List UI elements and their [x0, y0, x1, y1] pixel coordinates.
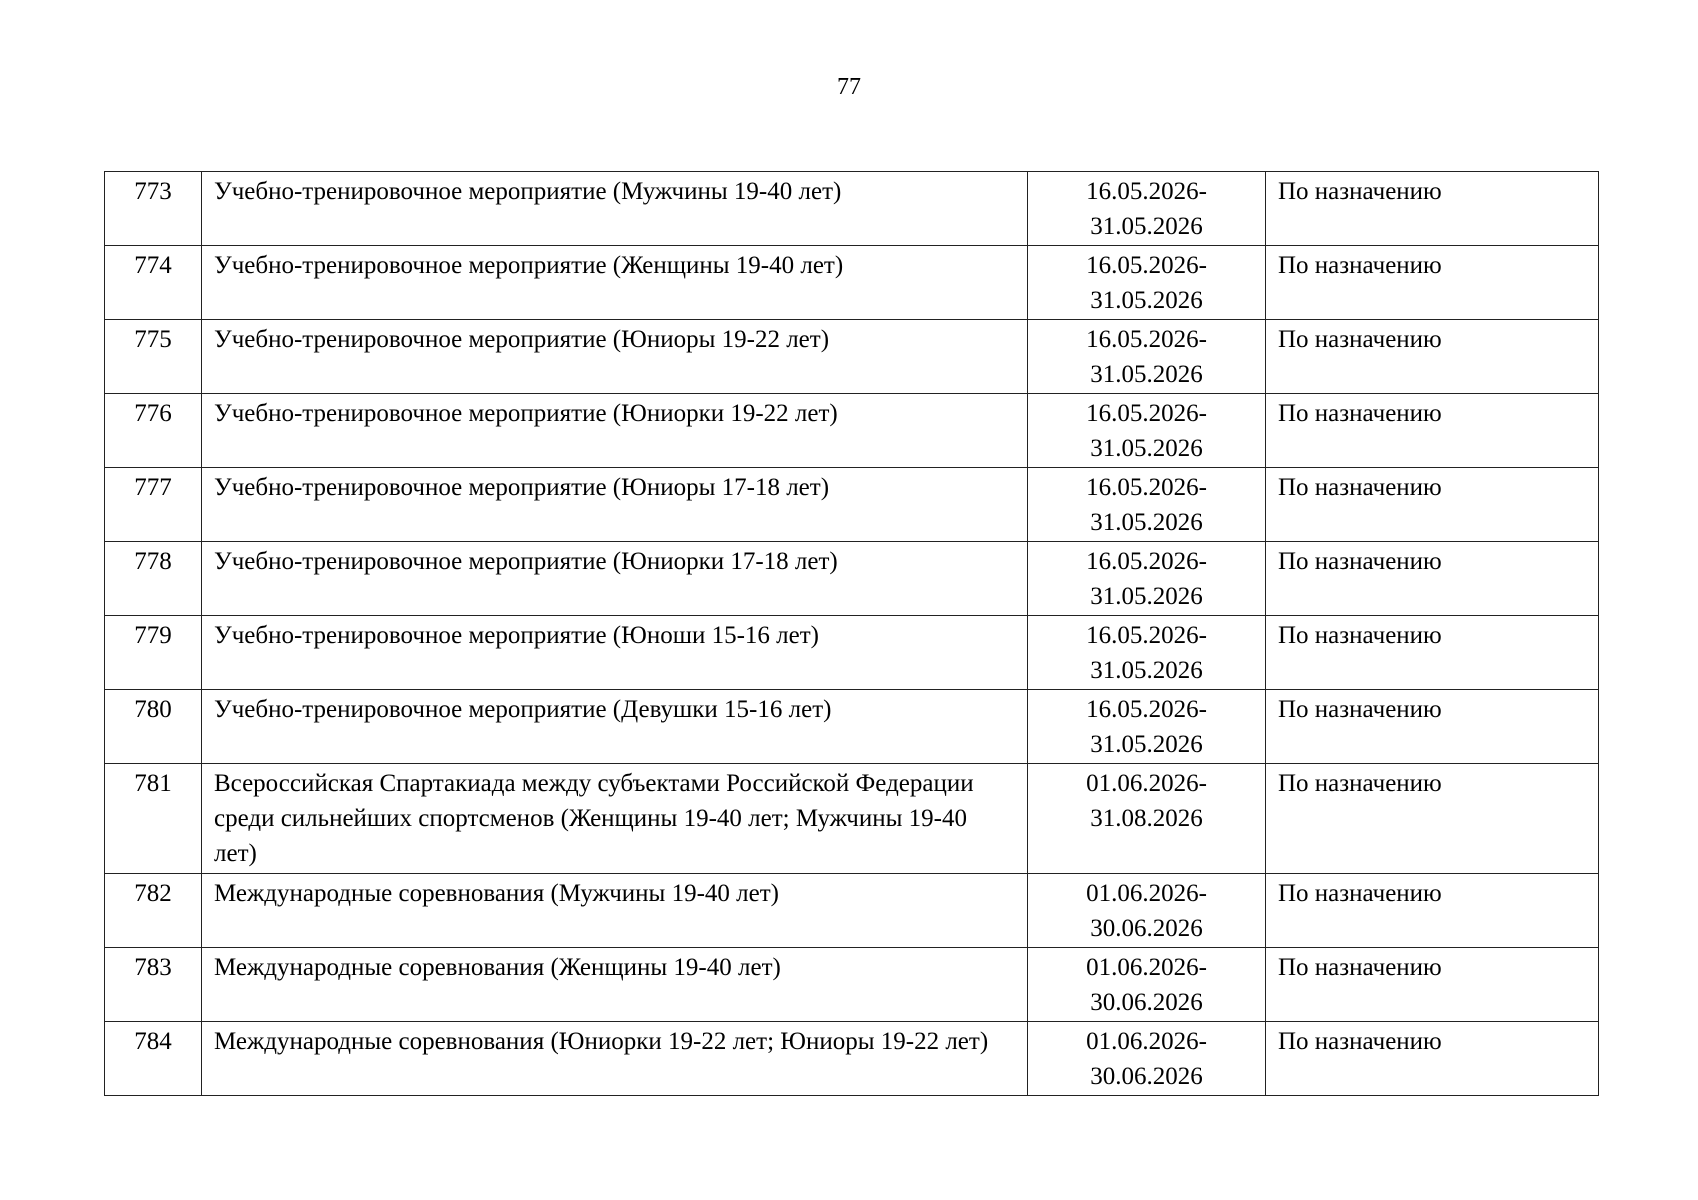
event-note: По назначению	[1266, 948, 1599, 1022]
row-number: 784	[105, 1022, 202, 1096]
row-number: 783	[105, 948, 202, 1022]
date-end: 31.05.2026	[1090, 361, 1203, 388]
row-number: 782	[105, 874, 202, 948]
table-row	[105, 948, 1599, 1022]
event-dates	[1028, 468, 1266, 542]
date-end: 31.05.2026	[1090, 435, 1203, 462]
row-number: 773	[105, 172, 202, 246]
event-name: Международные соревнования (Юниорки 19-22 лет; Юниоры 19-22 лет)	[202, 1022, 1028, 1096]
row-number: 777	[105, 468, 202, 542]
table-row	[105, 320, 1599, 394]
event-note: По назначению	[1266, 764, 1599, 874]
row-number: 774	[105, 246, 202, 320]
table-row	[105, 874, 1599, 948]
date-end: 31.05.2026	[1090, 731, 1203, 758]
event-dates	[1028, 874, 1266, 948]
date-start: 01.06.2026-	[1086, 770, 1207, 797]
event-name: Международные соревнования (Мужчины 19-40 лет)	[202, 874, 1028, 948]
event-name: Учебно-тренировочное мероприятие (Мужчины 19-40 лет)	[202, 172, 1028, 246]
event-note: По назначению	[1266, 320, 1599, 394]
table-row	[105, 616, 1599, 690]
event-note: По назначению	[1266, 246, 1599, 320]
event-note: По назначению	[1266, 468, 1599, 542]
date-end: 31.08.2026	[1090, 805, 1203, 832]
date-start: 16.05.2026-	[1086, 400, 1207, 427]
date-end: 31.05.2026	[1090, 213, 1203, 240]
event-name: Учебно-тренировочное мероприятие (Юниорки 19-22 лет)	[202, 394, 1028, 468]
event-name: Всероссийская Спартакиада между субъектами Российской Федерации среди сильнейших спортсменов (Женщины 19-40 лет; Мужчины 19-40 лет)	[202, 764, 1028, 874]
event-dates	[1028, 320, 1266, 394]
date-end: 31.05.2026	[1090, 657, 1203, 684]
date-start: 16.05.2026-	[1086, 696, 1207, 723]
event-note: По назначению	[1266, 394, 1599, 468]
event-dates	[1028, 764, 1266, 874]
event-note: По назначению	[1266, 874, 1599, 948]
date-start: 16.05.2026-	[1086, 548, 1207, 575]
page-number: 77	[837, 74, 861, 100]
date-start: 01.06.2026-	[1086, 880, 1207, 907]
event-note: По назначению	[1266, 1022, 1599, 1096]
row-number: 781	[105, 764, 202, 874]
event-dates	[1028, 172, 1266, 246]
date-end: 30.06.2026	[1090, 989, 1203, 1016]
date-end: 31.05.2026	[1090, 583, 1203, 610]
event-name: Международные соревнования (Женщины 19-40 лет)	[202, 948, 1028, 1022]
event-dates	[1028, 394, 1266, 468]
date-start: 16.05.2026-	[1086, 178, 1207, 205]
event-note: По назначению	[1266, 542, 1599, 616]
event-dates	[1028, 690, 1266, 764]
table-row	[105, 764, 1599, 874]
row-number: 780	[105, 690, 202, 764]
date-end: 30.06.2026	[1090, 915, 1203, 942]
event-name: Учебно-тренировочное мероприятие (Юниоры 19-22 лет)	[202, 320, 1028, 394]
event-dates	[1028, 616, 1266, 690]
event-note: По назначению	[1266, 172, 1599, 246]
date-end: 31.05.2026	[1090, 287, 1203, 314]
date-start: 16.05.2026-	[1086, 622, 1207, 649]
table-row	[105, 394, 1599, 468]
date-end: 31.05.2026	[1090, 509, 1203, 536]
table-row	[105, 542, 1599, 616]
event-dates	[1028, 1022, 1266, 1096]
date-start: 16.05.2026-	[1086, 326, 1207, 353]
date-start: 16.05.2026-	[1086, 252, 1207, 279]
table-row	[105, 468, 1599, 542]
table-row	[105, 690, 1599, 764]
events-table	[104, 171, 1599, 1096]
date-start: 16.05.2026-	[1086, 474, 1207, 501]
date-start: 01.06.2026-	[1086, 954, 1207, 981]
event-name: Учебно-тренировочное мероприятие (Женщины 19-40 лет)	[202, 246, 1028, 320]
row-number: 779	[105, 616, 202, 690]
event-name: Учебно-тренировочное мероприятие (Юниоры 17-18 лет)	[202, 468, 1028, 542]
event-dates	[1028, 542, 1266, 616]
table-row	[105, 172, 1599, 246]
table-row	[105, 1022, 1599, 1096]
event-dates	[1028, 948, 1266, 1022]
event-name: Учебно-тренировочное мероприятие (Юноши 15-16 лет)	[202, 616, 1028, 690]
event-note: По назначению	[1266, 616, 1599, 690]
event-name: Учебно-тренировочное мероприятие (Девушки 15-16 лет)	[202, 690, 1028, 764]
event-dates	[1028, 246, 1266, 320]
table-row	[105, 246, 1599, 320]
row-number: 776	[105, 394, 202, 468]
event-name: Учебно-тренировочное мероприятие (Юниорки 17-18 лет)	[202, 542, 1028, 616]
row-number: 778	[105, 542, 202, 616]
event-note: По назначению	[1266, 690, 1599, 764]
date-end: 30.06.2026	[1090, 1063, 1203, 1090]
date-start: 01.06.2026-	[1086, 1028, 1207, 1055]
row-number: 775	[105, 320, 202, 394]
